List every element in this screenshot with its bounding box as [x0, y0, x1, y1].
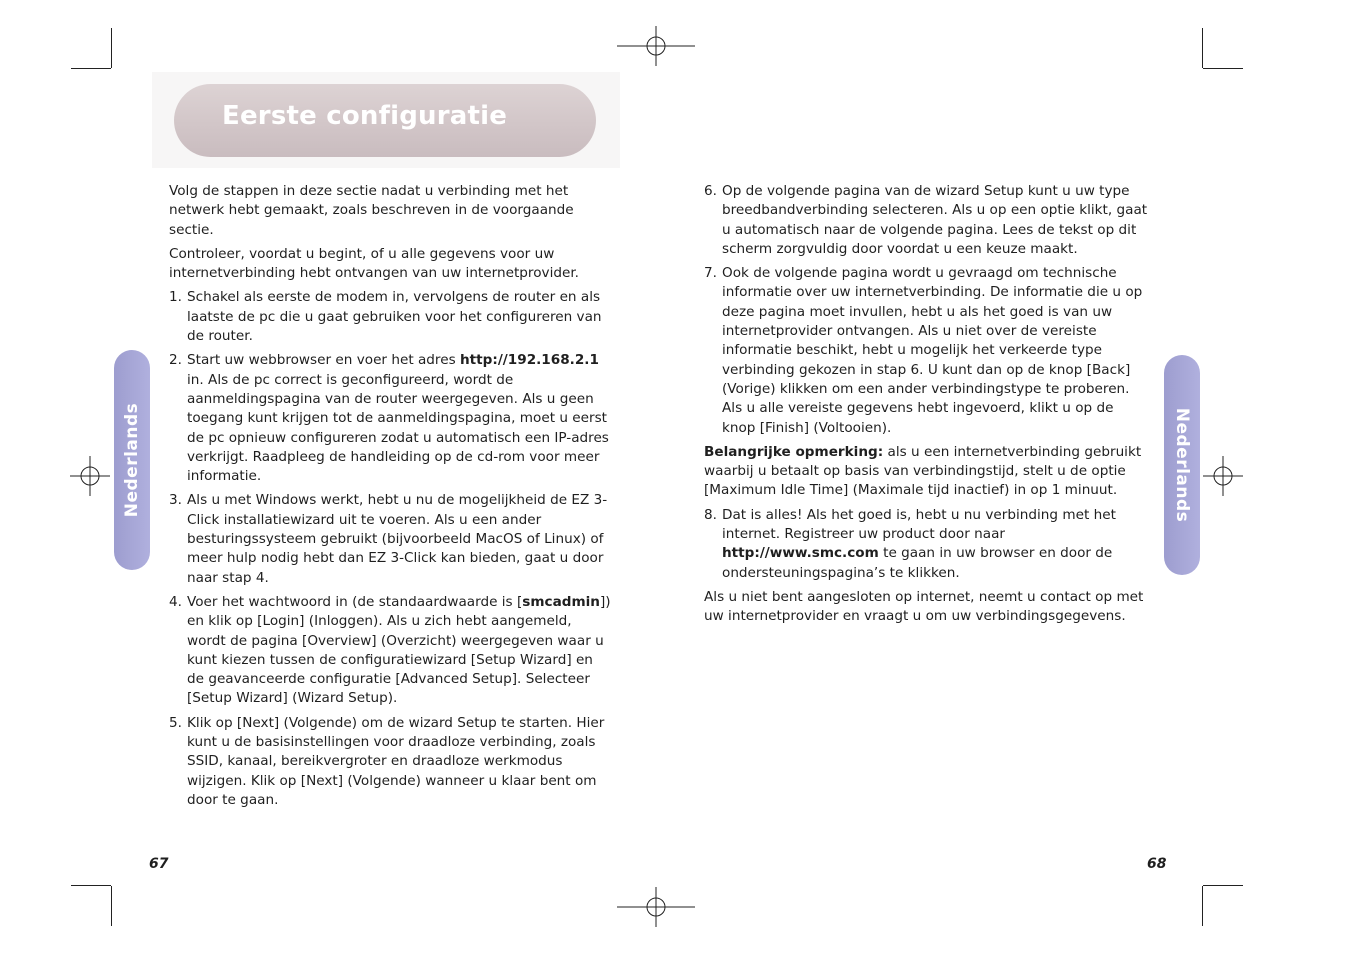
page-number-left: 67 — [149, 856, 169, 872]
crop-mark — [111, 28, 112, 68]
crop-mark — [111, 886, 112, 926]
crop-mark — [1203, 885, 1243, 886]
registration-mark-icon — [617, 887, 695, 927]
step-text: Dat is alles! Als het goed is, hebt u nu verbinding met het internet. Registreer uw product door naar — [722, 506, 1116, 543]
crop-mark — [1202, 886, 1203, 926]
step-text: ]) en klik op [Login] (Inloggen). Als u zich hebt aangemeld, wordt de pagina [Overview] (Overzicht) weergegeven waar u kunt kiezen tussen de configuratiewizard [Setup Wizard] en de geavanceerde configuratie [Advanced Setup]. Selecteer [Setup Wizard] (Wizard Setup). — [187, 593, 611, 707]
crop-mark — [1202, 28, 1203, 68]
list-item: 1. Schakel als eerste de modem in, vervolgens de router en als laatste de pc die u gaat gebruiken voor het configureren van de router. — [169, 288, 614, 346]
step-text: Schakel als eerste de modem in, vervolgens de router en als laatste de pc die u gaat gebruiken voor het configureren van de router. — [187, 289, 602, 345]
registration-mark-icon — [70, 456, 110, 496]
smc-url: http://www.smc.com — [722, 545, 879, 562]
side-tab-right — [1164, 355, 1200, 575]
step-text: Voer het wachtwoord in (de standaardwaarde is [ — [187, 593, 523, 610]
list-item: 7. Ook de volgende pagina wordt u gevraagd om technische informatie over uw internetverbinding. De informatie die u op deze pagina moet invullen, hebt u als het goed is van uw internetprovider ontvangen. Als u niet over de vereiste informatie beschikt, hebt u mogelijk het verkeerde type verbinding gekozen in stap 6. U kunt dan op de knop [Back] (Vorige) klikken om een ander verbindingstype te proberen. Als u alle vereiste gegevens hebt ingevoerd, klikt u op de knop [Finish] (Voltooien). — [704, 264, 1149, 438]
important-note — [704, 443, 1149, 501]
list-item: 2. Start uw webbrowser en voer het adres http://192.168.2.1 in. Als de pc correct is geconfigureerd, wordt de aanmeldingspagina van de router weergegeven. Als u geen toegang kunt krijgen tot de aanmeldingspagina, moet u eerst de pc opnieuw configureren zodat u automatisch een IP-adres verkrijgt. Raadpleeg de handleiding op de cd-rom voor meer informatie. — [169, 352, 609, 485]
left-column — [169, 182, 614, 815]
list-item: 6. Op de volgende pagina van de wizard Setup kunt u uw type breedbandverbinding selecteren. Als u op een optie klikt, gaat u automatisch naar de volgende pagina. Lees de tekst op dit scherm zorgvuldig door voordat u een keuze maakt. — [704, 182, 1149, 259]
registration-mark-icon — [617, 26, 695, 66]
list-item: 4. Voer het wachtwoord in (de standaardwaarde is [smcadmin]) en klik op [Login] (Inloggen). Als u zich hebt aangemeld, wordt de pagina [Overview] (Overzicht) weergegeven waar u kunt kiezen tussen de configuratiewizard [Setup Wizard] en de geavanceerde configuratie [Advanced Setup]. Selecteer [Setup Wizard] (Wizard Setup). — [169, 593, 611, 707]
step-text: Start uw webbrowser en voer het adres — [187, 352, 456, 369]
side-tab-label: Nederlands — [122, 402, 142, 518]
list-item: 5. Klik op [Next] (Volgende) om de wizard Setup te starten. Hier kunt u de basisinstellingen voor draadloze verbinding, zoals SSID, kanaal, bereikvergroter en draadloze werkmodus wijzigen. Klik op [Next] (Volgende) wanneer u klaar bent om door te gaan. — [169, 714, 614, 810]
page-number-right: 68 — [1147, 856, 1167, 872]
step-text: Klik op [Next] (Volgende) om de wizard Setup te starten. Hier kunt u de basisinstellingen voor draadloze verbinding, zoals SSID, kanaal, bereikvergroter en draadloze werkmodus wijzigen. Klik op [Next] (Volgende) wanneer u klaar bent om door te gaan. — [187, 714, 605, 808]
registration-mark-icon — [1203, 456, 1243, 496]
note-text: als u een internetverbinding gebruikt waarbij u betaalt op basis van verbindingstijd, stelt u de optie [Maximum Idle Time] (Maximale tijd inactief) in op 1 minuut. — [704, 443, 1142, 499]
side-tab-label: Nederlands — [1172, 407, 1192, 523]
step-text: Ook de volgende pagina wordt u gevraagd om technische informatie over uw internetverbinding. De informatie die u op deze pagina moet invullen, hebt u als het goed is van uw internetprovider ontvangen. Als u niet over de vereiste informatie beschikt, hebt u mogelijk het verkeerde type verbinding gekozen in stap 6. U kunt dan op de knop [Back] (Vorige) klikken om een ander verbindingstype te proberen. Als u alle vereiste gegevens hebt ingevoerd, klikt u op de knop [Finish] (Voltooien). — [722, 265, 1143, 436]
step-text: in. Als de pc correct is geconfigureerd, wordt de aanmeldingspagina van de router weergegeven. Als u geen toegang kunt krijgen tot de aanmeldingspagina, moet u eerst de pc opnieuw configureren zodat u automatisch een IP-adres verkrijgt. Raadpleeg de handleiding op de cd-rom voor meer informatie. — [187, 371, 609, 485]
crop-mark — [71, 68, 111, 69]
intro-paragraph: Controleer, voordat u begint, of u alle gegevens voor uw internetverbinding hebt ontvangen van uw internetprovider. — [169, 245, 579, 282]
note-label: Belangrijke opmerking: — [704, 443, 884, 460]
router-url: http://192.168.2.1 — [460, 352, 599, 369]
side-tab-left — [114, 350, 150, 570]
crop-mark — [1203, 68, 1243, 69]
step-text: Als u met Windows werkt, hebt u nu de mogelijkheid de EZ 3-Click installatiewizard uit te voeren. Als u een ander besturingssysteem gebruikt (bijvoorbeeld MacOS of Linux) of meer hulp nodig hebt dan EZ 3-Click kan bieden, gaat u door naar stap 4. — [187, 492, 608, 586]
closing-paragraph: Als u niet bent aangesloten op internet, neemt u contact op met uw internetprovider en vraagt u om uw verbindingsgegevens. — [704, 588, 1144, 625]
list-item: 3. Als u met Windows werkt, hebt u nu de mogelijkheid de EZ 3-Click installatiewizard uit te voeren. Als u een ander besturingssysteem gebruikt (bijvoorbeeld MacOS of Linux) of meer hulp nodig hebt dan EZ 3-Click kan bieden, gaat u door naar stap 4. — [169, 491, 614, 587]
right-column — [704, 182, 1149, 632]
default-password: smcadmin — [522, 593, 600, 610]
list-item: 8. Dat is alles! Als het goed is, hebt u nu verbinding met het internet. Registreer uw product door naar http://www.smc.com te gaan in uw browser en door de ondersteuningspagina’s te klikken. — [704, 506, 1116, 581]
step-text: Op de volgende pagina van de wizard Setup kunt u uw type breedbandverbinding selecteren. Als u op een optie klikt, gaat u automatisch naar de volgende pagina. Lees de tekst op dit scherm zorgvuldig door voordat u een keuze maakt. — [722, 183, 1148, 257]
page-title: Eerste configuratie — [222, 101, 508, 131]
crop-mark — [71, 885, 111, 886]
intro-paragraph: Volg de stappen in deze sectie nadat u verbinding met het netwerk hebt gemaakt, zoals beschreven in de voorgaande sectie. — [169, 183, 574, 238]
step-text: te gaan in uw browser en door de ondersteuningspagina’s te klikken. — [722, 545, 1113, 581]
